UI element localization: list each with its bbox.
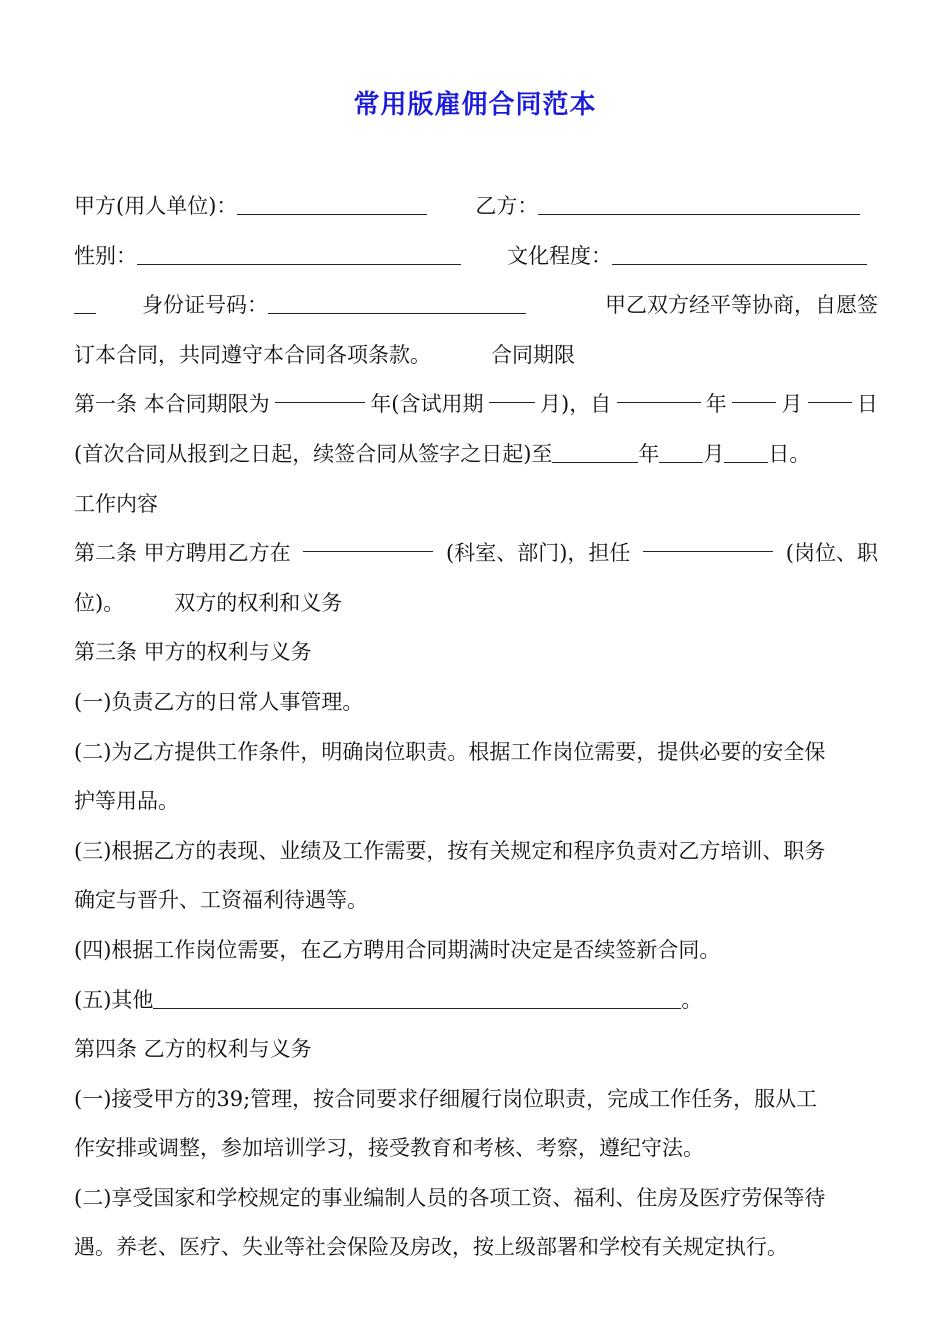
art1-e: 月 [781, 392, 803, 417]
art1-end-day-blank [724, 440, 768, 463]
art1-start-day-blank [808, 380, 852, 403]
art1-d: 年 [705, 392, 727, 417]
art1-c: 月)，自 [540, 392, 612, 417]
art1-f: 日 [856, 392, 878, 417]
art1-i: 月 [703, 441, 725, 466]
education-label: 文化程度： [507, 243, 612, 268]
article-2-line-1 [74, 529, 878, 579]
gender-label: 性别： [74, 243, 137, 268]
article-3-item: 护等用品。 [74, 789, 179, 814]
art1-start-year-blank [617, 380, 701, 403]
id-label: 身份证号码： [142, 293, 268, 318]
article-4-item: 作安排或调整，参加培训学习，接受教育和考核、考察，遵纪守法。 [74, 1136, 704, 1161]
article-3-item: (四)根据工作岗位需要，在乙方聘用合同期满时决定是否续签新合同。 [74, 937, 721, 962]
party-a-blank [237, 192, 427, 215]
article-3-item: (三)根据乙方的表现、业绩及工作需要，按有关规定和程序负责对乙方培训、职务 [74, 838, 826, 863]
art2-position-blank [643, 529, 773, 552]
article-3-other-line [74, 976, 878, 1026]
art2-a: 第二条 甲方聘用乙方在 [74, 541, 291, 566]
art1-end-month-blank [659, 440, 703, 463]
art1-start-month-blank [732, 380, 776, 403]
art1-b: 年(含试用期 [370, 392, 484, 417]
art1-j: 日。 [768, 441, 811, 466]
document-title: 常用版雇佣合同范本 [353, 90, 597, 120]
art1-a: 第一条 本合同期限为 [74, 392, 270, 417]
section-term-heading: 合同期限 [491, 342, 575, 367]
party-line [74, 182, 878, 232]
article-1-line-2 [74, 430, 878, 480]
article-3-item: (一)负责乙方的日常人事管理。 [74, 689, 364, 714]
party-b-label: 乙方： [475, 194, 539, 218]
intro-text-2: 订本合同，共同遵守本合同各项条款。 [74, 342, 431, 367]
art2-department-blank [303, 529, 433, 552]
education-blank-cont [74, 291, 96, 314]
gender-line [74, 232, 878, 282]
party-b-blank [538, 192, 860, 215]
art1-probation-blank [489, 380, 535, 403]
article-3-item: 确定与晋升、工资福利待遇等。 [74, 888, 368, 913]
id-line [74, 281, 878, 331]
art3-other-label: (五)其他 [74, 987, 154, 1012]
party-a-label: 甲方(用人单位)： [74, 194, 238, 218]
article-2-line-2 [74, 579, 878, 629]
art3-other-end: 。 [681, 987, 703, 1012]
art1-g: (首次合同从报到之日起，续签合同从签字之日起)至 [74, 441, 553, 466]
intro-text-1: 甲乙双方经平等协商，自愿签 [605, 293, 878, 318]
section-work-heading: 工作内容 [74, 491, 158, 516]
art3-other-blank [153, 986, 681, 1009]
intro-line [74, 331, 878, 381]
id-blank [268, 291, 526, 314]
article-3-item: (二)为乙方提供工作条件，明确岗位职责。根据工作岗位需要，提供必要的安全保 [74, 739, 826, 764]
article-4-item: 遇。养老、医疗、失业等社会保险及房改，按上级部署和学校有关规定执行。 [74, 1235, 788, 1260]
section-rights-heading: 双方的权利和义务 [174, 590, 343, 615]
article-1-line-1 [74, 380, 878, 430]
art1-end-year-blank [552, 440, 638, 463]
art2-c: (岗位、职 [785, 541, 878, 566]
contract-body [74, 182, 878, 1273]
article-4-item: (一)接受甲方的39;管理，按合同要求仔细履行岗位职责，完成工作任务，服从工 [74, 1086, 818, 1111]
article-4-item: (二)享受国家和学校规定的事业编制人员的各项工资、福利、住房及医疗劳保等待 [74, 1185, 826, 1210]
gender-blank [137, 242, 461, 265]
art1-h: 年 [638, 441, 660, 466]
art1-years-blank [275, 380, 365, 403]
art2-b: (科室、部门)，担任 [446, 541, 631, 566]
education-blank [612, 242, 867, 265]
article-4-title: 第四条 乙方的权利与义务 [74, 1037, 312, 1062]
art2-d: 位)。 [74, 590, 125, 615]
article-3-title: 第三条 甲方的权利与义务 [74, 640, 312, 665]
